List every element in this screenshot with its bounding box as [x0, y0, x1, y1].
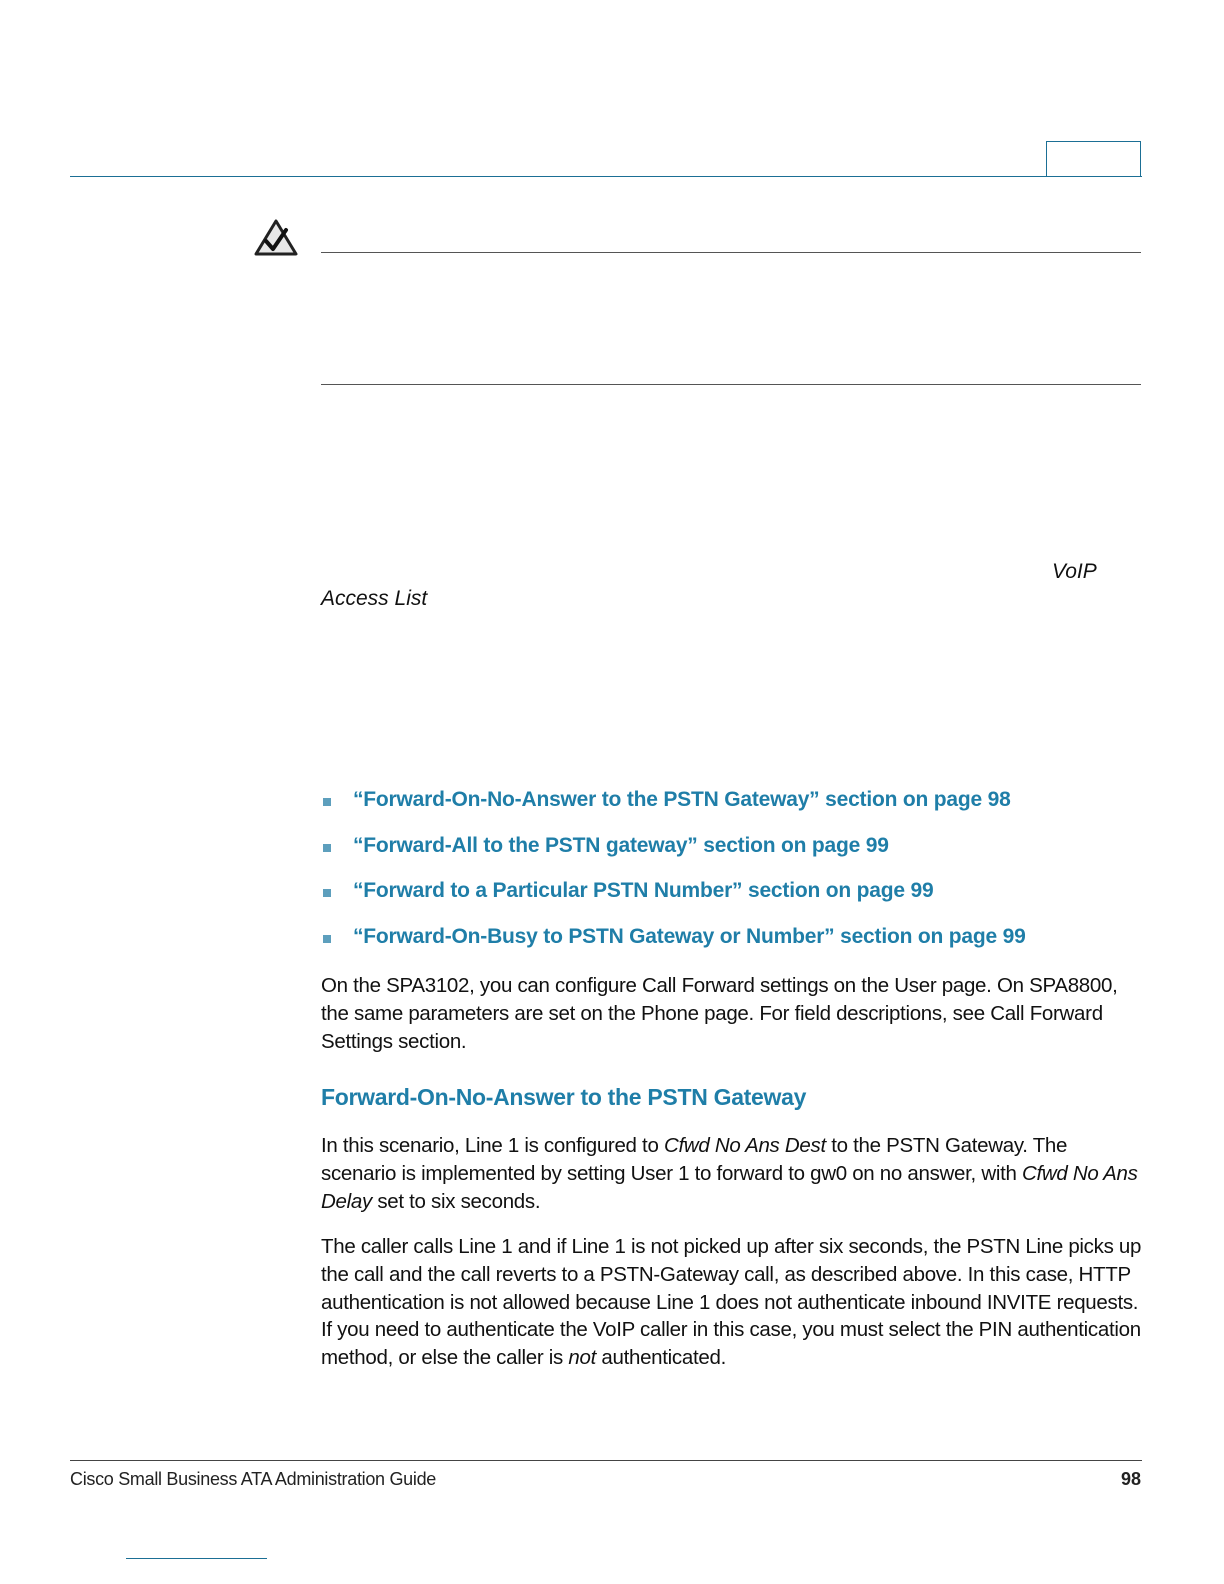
section-link[interactable]: “Forward-On-No-Answer to the PSTN Gateway” section on page 98 — [353, 788, 1011, 811]
section-heading: Forward-On-No-Answer to the PSTN Gateway — [321, 1084, 807, 1110]
voip-fragment: VoIP — [1052, 560, 1097, 583]
caller-paragraph — [321, 1233, 1145, 1372]
note-rule-bottom — [321, 384, 1141, 385]
section-link[interactable]: “Forward-All to the PSTN gateway” section on page 99 — [353, 833, 889, 857]
note-rule-top — [321, 252, 1141, 253]
section-link[interactable]: “Forward-On-Busy to PSTN Gateway or Number” section on page 99 — [353, 924, 1026, 948]
text-run: authenticated. — [595, 1346, 726, 1370]
header-tab — [1046, 141, 1141, 177]
emphasis-term: Cfwd No Ans Delay — [321, 1161, 1138, 1213]
link-list — [321, 788, 1141, 970]
text-run: set to six seconds. — [371, 1189, 541, 1213]
call-forward-paragraph: On the SPA3102, you can configure Call Forward settings on the User page. On SPA8800, the same parameters are set on the Phone page. For field descriptions, see Call Forward Settings section. — [321, 974, 1118, 1053]
bullet-icon — [323, 798, 331, 806]
text-run: The caller calls Line 1 and if Line 1 is not picked up after six seconds, the PSTN Line picks up the call and the call reverts to a PSTN-Gateway call, as described above. In this case, HTTP authentication is not allowed because Line 1 does not authenticate inbound INVITE requests. If you need to authenticate the VoIP caller in this case, you must select the PIN authentication method, or else the caller is — [321, 1235, 1142, 1370]
list-item — [321, 788, 1141, 834]
emphasis-term: not — [568, 1346, 596, 1370]
text-run: to the PSTN Gateway. The scenario is implemented by setting User 1 to forward to gw0 on no answer, with — [321, 1134, 1068, 1185]
emphasis-term: Cfwd No Ans Dest — [663, 1134, 826, 1157]
header-rule — [70, 176, 1142, 177]
bullet-icon — [323, 889, 331, 897]
access-list-fragment: Access List — [321, 587, 428, 610]
list-item — [321, 879, 1141, 925]
list-item — [321, 834, 1141, 880]
page-number: 98 — [1120, 1469, 1141, 1489]
footer-title: Cisco Small Business ATA Administration Guide — [70, 1469, 436, 1489]
bullet-icon — [323, 844, 331, 852]
scenario-paragraph — [321, 1132, 1145, 1215]
list-item — [321, 925, 1141, 971]
text-run: In this scenario, Line 1 is configured to — [321, 1134, 664, 1157]
checkmark-note-icon — [253, 218, 299, 258]
footer-rule — [70, 1460, 1142, 1461]
bottom-edge-rule — [126, 1558, 267, 1559]
section-link[interactable]: “Forward to a Particular PSTN Number” section on page 99 — [353, 879, 934, 903]
bullet-icon — [323, 935, 331, 943]
